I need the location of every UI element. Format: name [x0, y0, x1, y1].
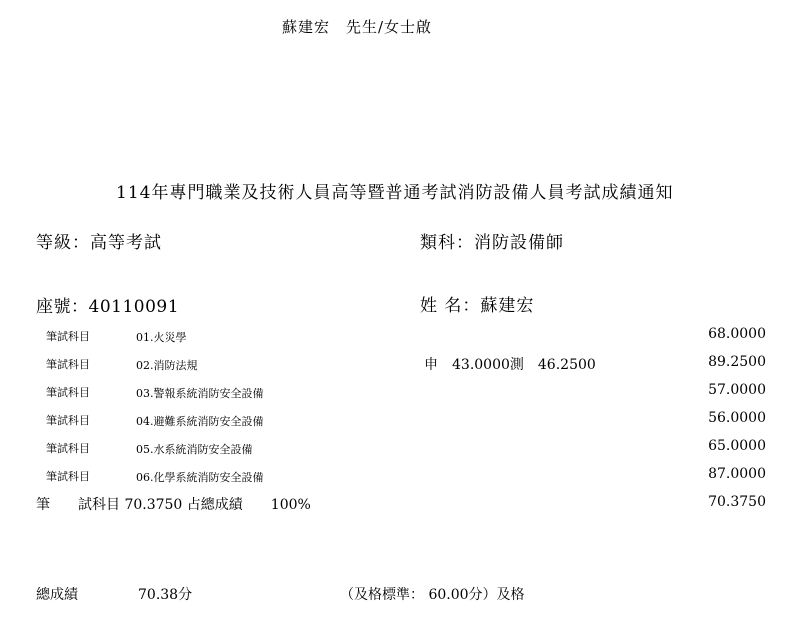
- subject-name: 06.化學系統消防安全設備: [136, 471, 264, 484]
- subject-name: 02.消防法規: [136, 359, 198, 372]
- subject-score: 89.2500: [708, 354, 766, 370]
- subject-category: 筆試科目: [46, 358, 90, 371]
- subject-name: 01.火災學: [136, 331, 187, 344]
- written-summary: 筆 試科目 70.3750 占總成績 100%: [36, 497, 311, 513]
- subject-name: 04.避難系統消防安全設備: [136, 415, 264, 428]
- subject-detail: 申 43.0000測 46.2500: [424, 357, 596, 373]
- subject-row: [0, 356, 790, 380]
- subject-name: 05.水系統消防安全設備: [136, 443, 253, 456]
- subject-name: 03.警報系統消防安全設備: [136, 387, 264, 400]
- subject-score: 56.0000: [708, 410, 766, 426]
- subject-row: [0, 468, 790, 492]
- total-label: 總成績: [36, 587, 78, 603]
- seat-number: 座號：40110091: [36, 297, 180, 317]
- subject-row: [0, 412, 790, 436]
- subject-score: 68.0000: [708, 326, 766, 342]
- subject-row: [0, 328, 790, 352]
- written-summary-score: 70.3750: [708, 494, 766, 510]
- exam-category: 類科：消防設備師: [420, 233, 564, 253]
- subject-category: 筆試科目: [46, 330, 90, 343]
- subject-category: 筆試科目: [46, 386, 90, 399]
- exam-level: 等級：高等考試: [36, 233, 162, 253]
- subject-row: [0, 384, 790, 408]
- candidate-name: 姓 名：蘇建宏: [420, 296, 535, 316]
- subject-category: 筆試科目: [46, 470, 90, 483]
- subject-category: 筆試科目: [46, 442, 90, 455]
- recipient-line: 蘇建宏 先生/女士啟: [282, 18, 433, 36]
- total-score: 70.38分: [138, 587, 193, 603]
- subject-category: 筆試科目: [46, 414, 90, 427]
- subject-score: 57.0000: [708, 382, 766, 398]
- subject-score: 87.0000: [708, 466, 766, 482]
- pass-standard: （及格標準： 60.00分）及格: [340, 587, 525, 603]
- document-title: 114年專門職業及技術人員高等暨普通考試消防設備人員考試成績通知: [116, 183, 674, 203]
- subject-row: [0, 440, 790, 464]
- subject-score: 65.0000: [708, 438, 766, 454]
